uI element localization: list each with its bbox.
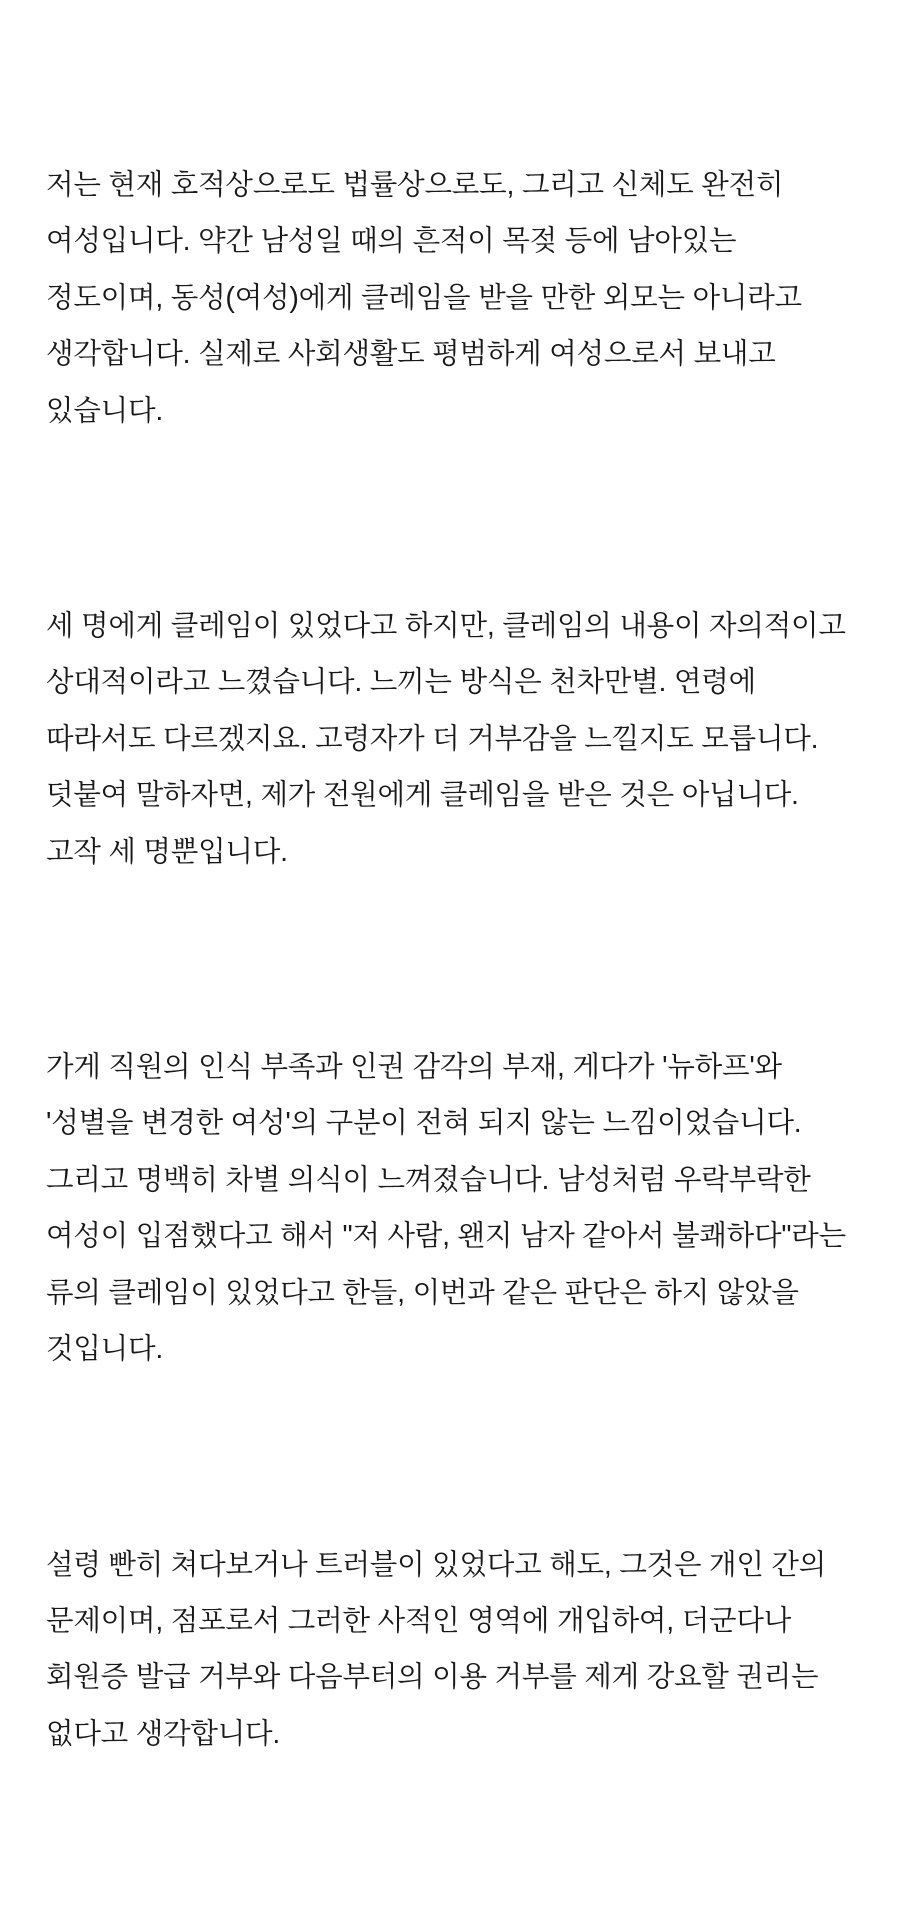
paragraph: 저는 현재 호적상으로도 법률상으로도, 그리고 신체도 완전히 여성입니다. 약간 남성일 때의 흔적이 목젖 등에 남아있는 정도이며, 동성(여성)에게 클레임을 받을 만한 외모는 아니라고 생각합니다. 실제로 사회생활도 평범하게 여성으로서 보내고 있습니다. — [46, 168, 810, 427]
paragraph: 가게 직원의 인식 부족과 인권 감각의 부재, 게다가 '뉴하프'와 '성별을 변경한 여성'의 구분이 전혀 되지 않는 느낌이었습니다. 그리고 명백히 차별 의식이 느껴졌습니다. 남성처럼 우락부락한 여성이 입점했다고 해서 "저 사람, 왠지 남자 같아서 불쾌하다"라는 류의 클레임이 있었다고 한들, 이번과 같은 판단은 하지 않았을 것입니다. — [46, 1051, 854, 1366]
paragraph: 설령 빤히 쳐다보거나 트러블이 있었다고 해도, 그것은 개인 간의 문제이며, 점포로서 그러한 사적인 영역에 개입하여, 더군다나 회원증 발급 거부와 다음부터의 이용 거부를 제게 강요할 권리는 없다고 생각합니다. — [46, 1548, 834, 1750]
paragraph: 세 명에게 클레임이 있었다고 하지만, 클레임의 내용이 자의적이고 상대적이라고 느꼈습니다. 느끼는 방식은 천차만별. 연령에 따라서도 다르겠지요. 고령자가 더 거부감을 느낄지도 모릅니다. 덧붙여 말하자면, 제가 전원에게 클레임을 받은 것은 아닙니다. 고작 세 명뿐입니다. — [46, 609, 854, 868]
document-body — [46, 44, 854, 1875]
